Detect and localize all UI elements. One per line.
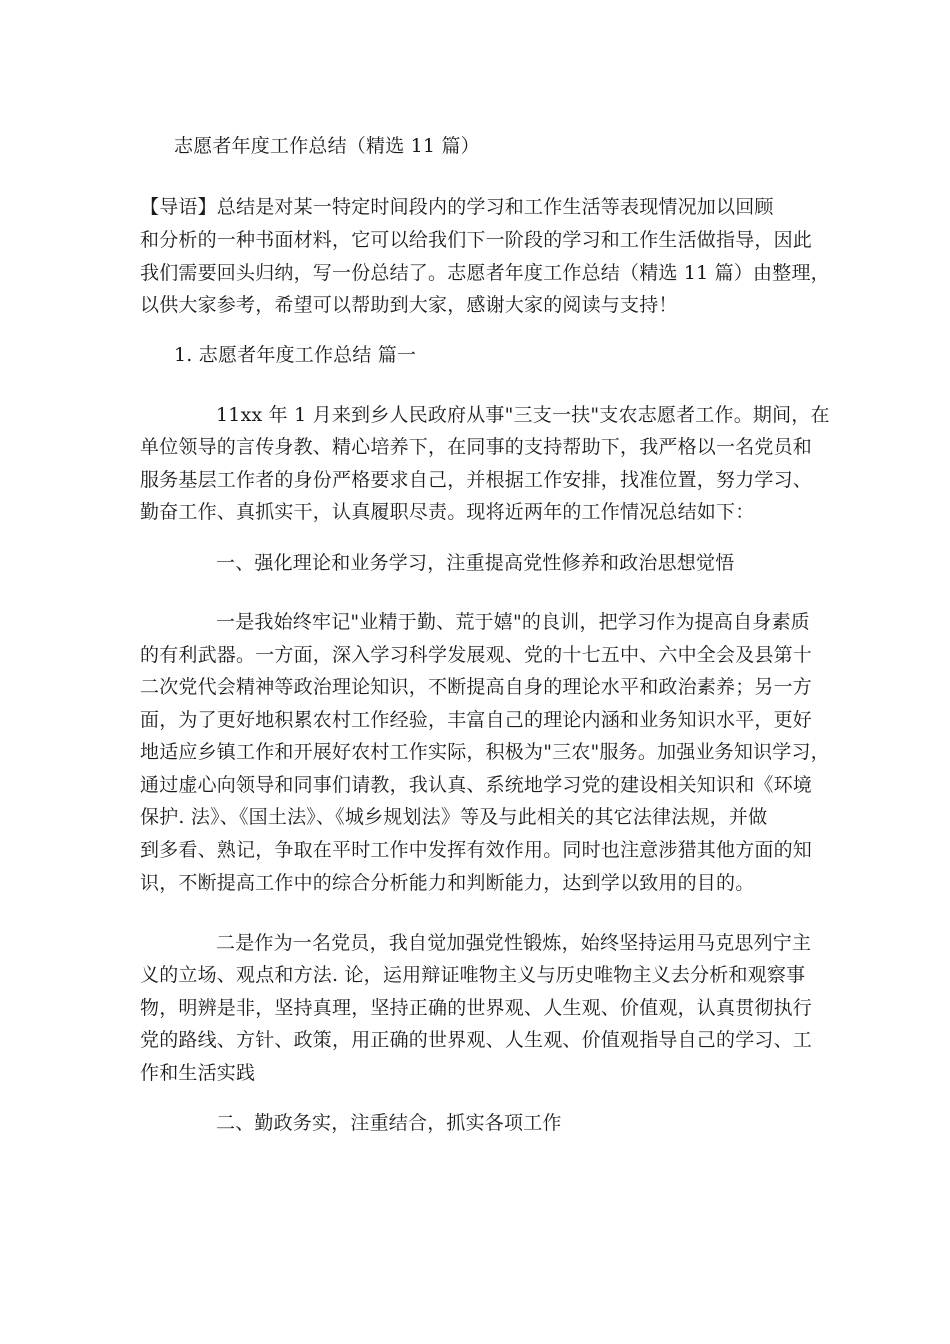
paragraph-line: 11xx 年 1 月来到乡人民政府从事"三支一扶"支农志愿者工作。期间，在 (216, 404, 830, 426)
paragraph-line: 一是我始终牢记"业精于勤、荒于嬉"的良训，把学习作为提高自身素质 (216, 611, 810, 633)
paragraph-line: 义的立场、观点和方法. 论，运用辩证唯物主义与历史唯物主义去分析和观察事 (140, 964, 806, 986)
document-title: 志愿者年度工作总结（精选 11 篇） (174, 135, 480, 157)
subheading: 二、勤政务实，注重结合，抓实各项工作 (216, 1112, 562, 1134)
paragraph-line: 的有利武器。一方面，深入学习科学发展观、党的十七五中、六中全会及县第十 (140, 644, 813, 666)
paragraph-line: 面，为了更好地积累农村工作经验，丰富自己的理论内涵和业务知识水平，更好 (140, 709, 813, 731)
paragraph-line: 单位领导的言传身教、精心培养下，在同事的支持帮助下，我严格以一名党员和 (140, 436, 813, 458)
paragraph-line: 识，不断提高工作中的综合分析能力和判断能力，达到学以致用的目的。 (140, 872, 755, 894)
paragraph-line: 保护. 法》、《国土法》、《城乡规划法》等及与此相关的其它法律法规，并做 (140, 806, 768, 828)
paragraph-line: 物，明辨是非，坚持真理，坚持正确的世界观、人生观、价值观，认真贯彻执行 (140, 997, 813, 1019)
paragraph-line: 通过虚心向领导和同事们请教，我认真、系统地学习党的建设相关知识和《环境 (140, 774, 813, 796)
paragraph-line: 党的路线、方针、政策，用正确的世界观、人生观、价值观指导自己的学习、工 (140, 1029, 813, 1051)
paragraph-line: 服务基层工作者的身份严格要求自己，并根据工作安排，找准位置，努力学习、 (140, 469, 813, 491)
paragraph-line: 作和生活实践 (140, 1062, 256, 1084)
paragraph-line: 二是作为一名党员，我自觉加强党性锻炼，始终坚持运用马克思列宁主 (216, 932, 812, 954)
paragraph-line: 地适应乡镇工作和开展好农村工作实际，积极为"三农"服务。加强业务知识学习， (140, 741, 830, 763)
subheading: 一、强化理论和业务学习，注重提高党性修养和政治思想觉悟 (216, 552, 735, 574)
intro-line: 【导语】总结是对某一特定时间段内的学习和工作生活等表现情况加以回顾 (140, 196, 774, 218)
paragraph-line: 二次党代会精神等政治理论知识，不断提高自身的理论水平和政治素养；另一方 (140, 676, 813, 698)
paragraph-line: 到多看、熟记，争取在平时工作中发挥有效作用。同时也注意涉猎其他方面的知 (140, 839, 813, 861)
section-heading: 1. 志愿者年度工作总结 篇一 (174, 344, 417, 366)
intro-line: 我们需要回头归纳，写一份总结了。志愿者年度工作总结（精选 11 篇）由整理， (140, 262, 830, 284)
intro-line: 以供大家参考，希望可以帮助到大家，感谢大家的阅读与支持！ (140, 294, 678, 316)
intro-line: 和分析的一种书面材料，它可以给我们下一阶段的学习和工作生活做指导，因此 (140, 229, 813, 251)
paragraph-line: 勤奋工作、真抓实干，认真履职尽责。现将近两年的工作情况总结如下： (140, 501, 755, 523)
